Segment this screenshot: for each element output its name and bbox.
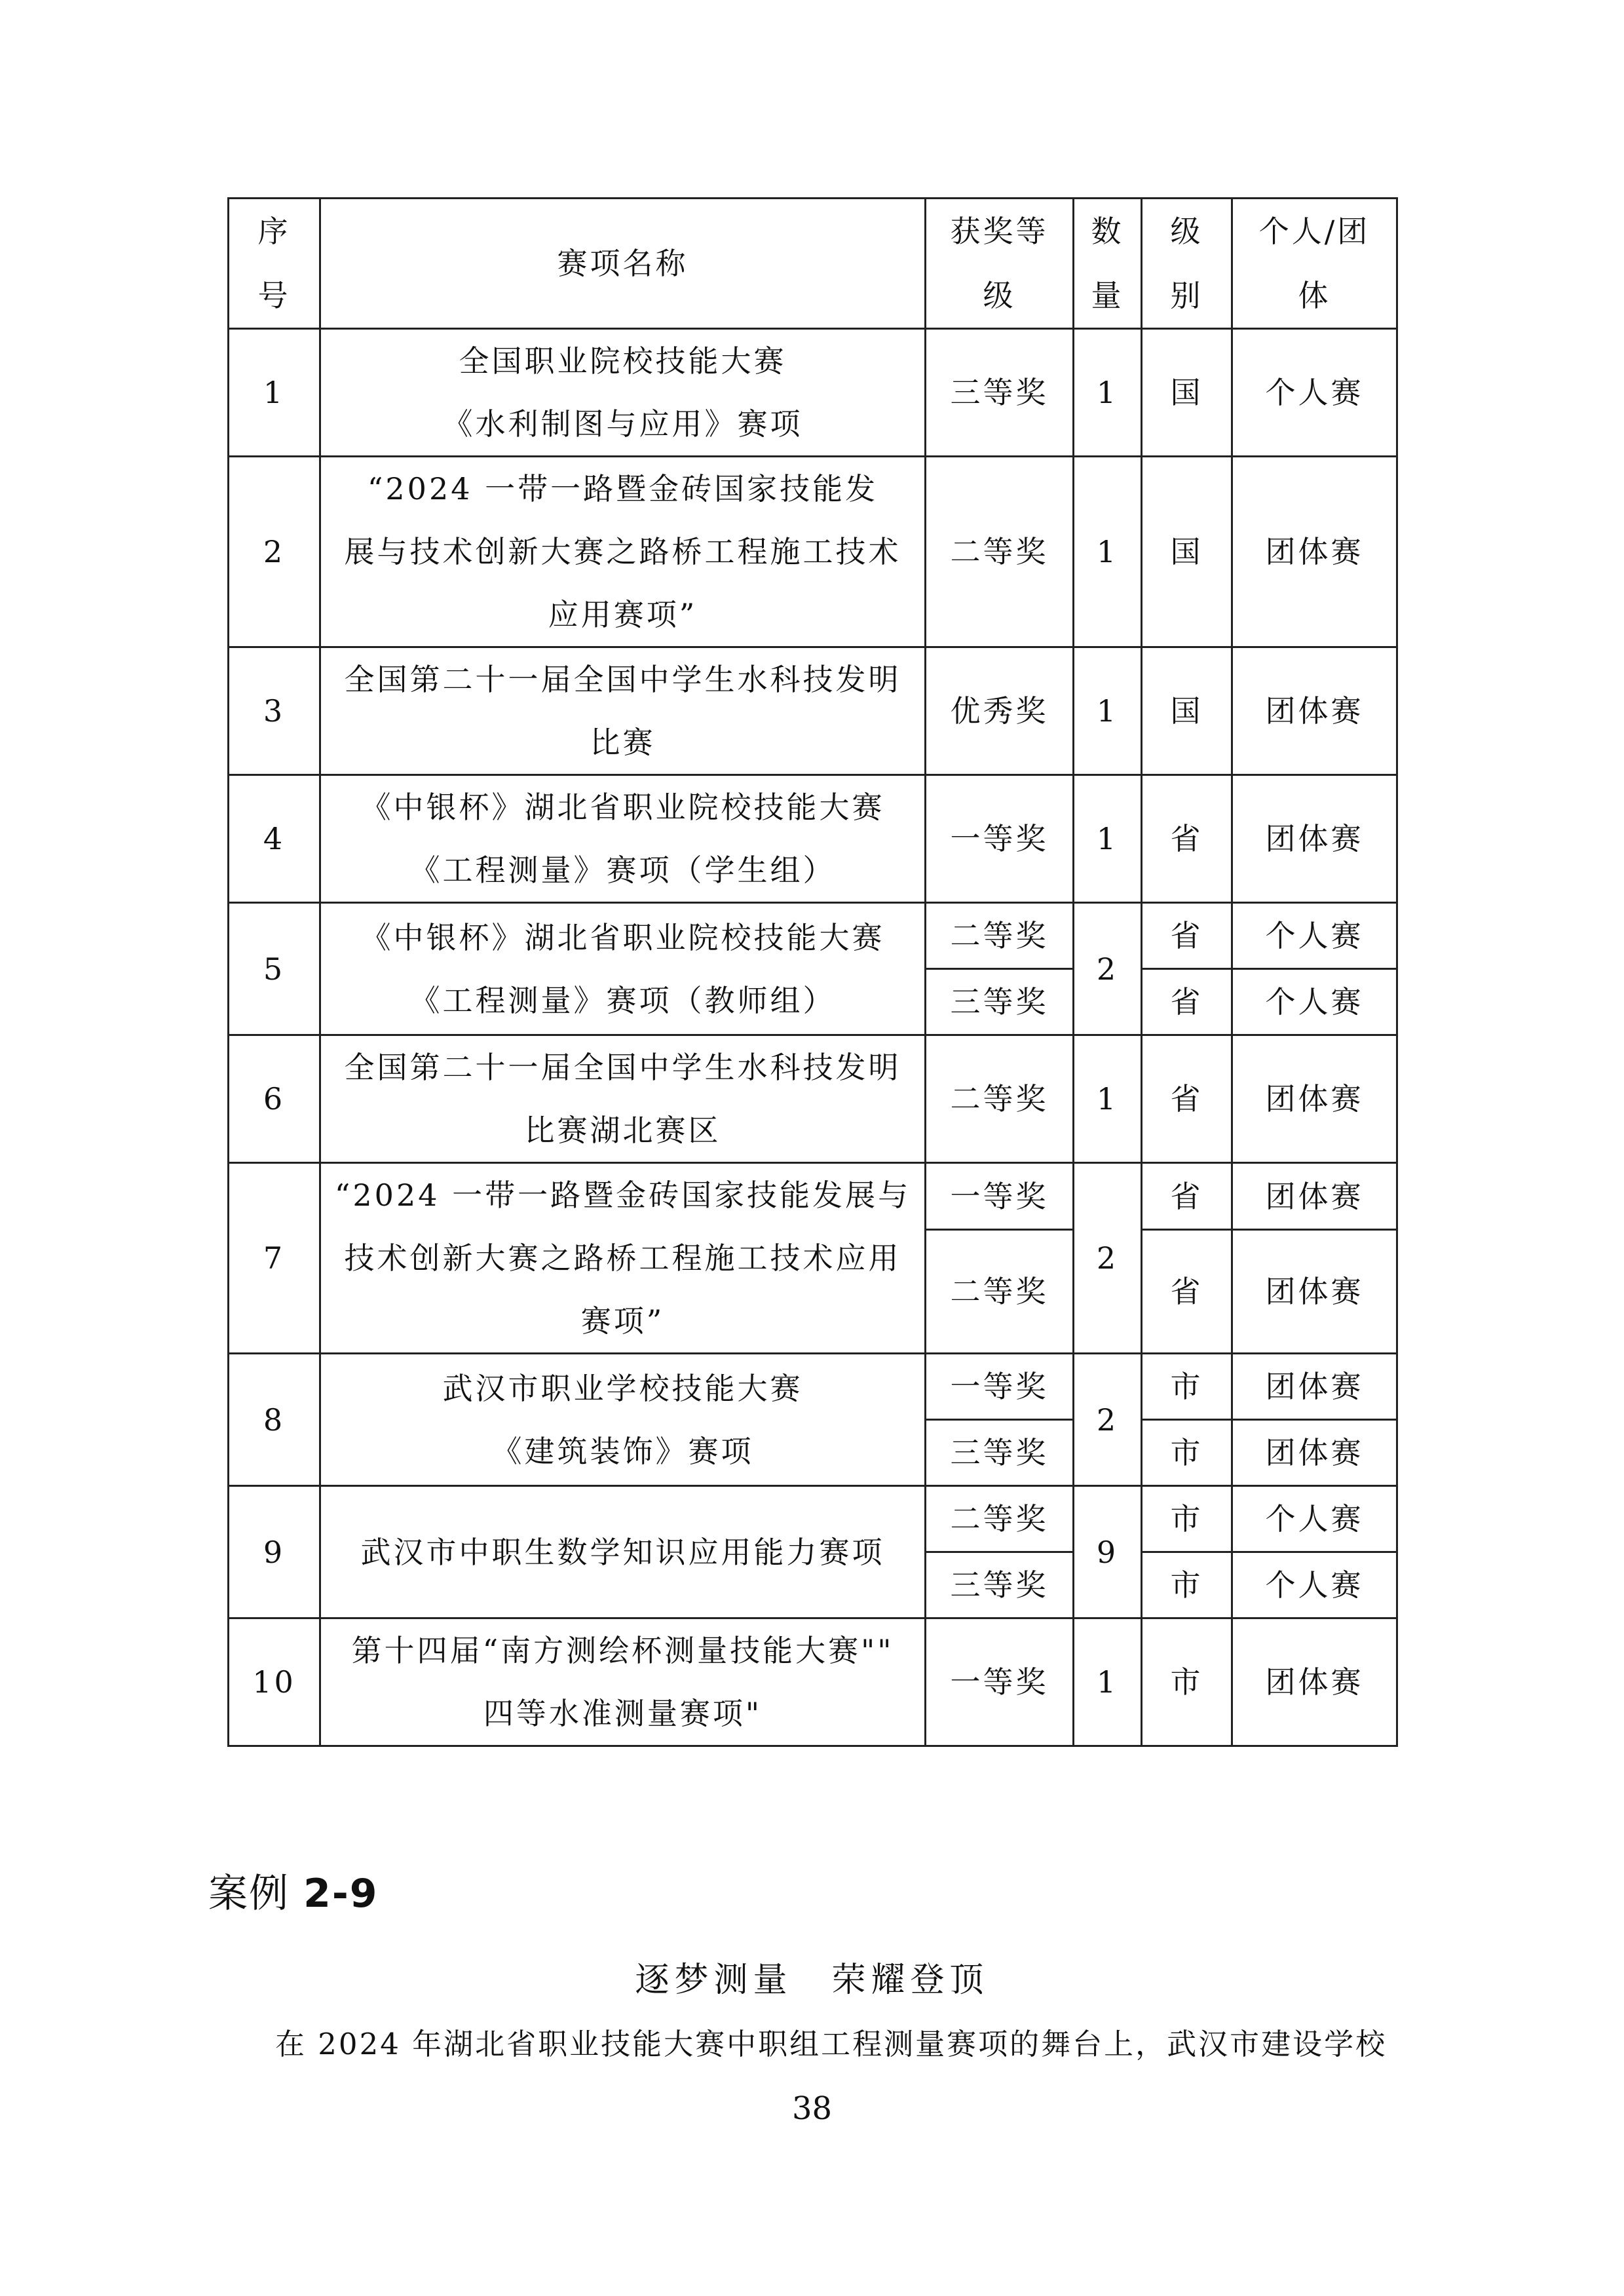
table-row — [229, 457, 1397, 647]
row-seq: 8 — [229, 1354, 320, 1486]
row-award: 二等奖 — [926, 1035, 1074, 1163]
event-name-line: 全国第二十一届全国中学生水科技发明 — [344, 662, 901, 697]
row-level: 省 — [1142, 775, 1232, 903]
awards-table — [227, 197, 1398, 1747]
row-type: 团体赛 — [1232, 647, 1397, 775]
header-seq — [229, 199, 320, 329]
case-heading — [208, 1862, 378, 1919]
event-name-line: 第十四届“南方测绘杯测量技能大赛"" — [351, 1633, 894, 1668]
row-count: 1 — [1074, 775, 1142, 903]
header-award-line: 级 — [983, 278, 1016, 313]
row-seq: 10 — [229, 1618, 320, 1746]
event-name-line: 《工程测量》赛项（教师组） — [409, 982, 836, 1018]
event-name-line: 比赛 — [590, 725, 656, 760]
row-type: 团体赛 — [1232, 1420, 1397, 1486]
row-event-name — [320, 329, 926, 457]
body-paragraph: 在 2024 年湖北省职业技能大赛中职组工程测量赛项的舞台上，武汉市建设学校 — [275, 2027, 1388, 2061]
header-type-line: 个人/团 — [1258, 214, 1370, 249]
row-award: 三等奖 — [926, 1420, 1074, 1486]
row-award: 一等奖 — [926, 775, 1074, 903]
page-number: 38 — [791, 2090, 833, 2127]
row-count: 9 — [1074, 1486, 1142, 1618]
header-level-line: 级 — [1170, 214, 1203, 249]
row-award: 二等奖 — [926, 1486, 1074, 1552]
row-level: 国 — [1142, 457, 1232, 647]
row-seq: 2 — [229, 457, 320, 647]
header-type-line: 体 — [1298, 278, 1331, 313]
header-seq-line: 号 — [257, 278, 291, 313]
event-name-line: “2024 一带一路暨金砖国家技能发 — [367, 471, 878, 507]
header-count — [1074, 199, 1142, 329]
row-level: 省 — [1142, 969, 1232, 1035]
row-event-name — [320, 1035, 926, 1163]
row-event-name — [320, 1163, 926, 1354]
row-event-name — [320, 903, 926, 1035]
table-row — [229, 775, 1397, 903]
row-seq: 6 — [229, 1035, 320, 1163]
row-award: 三等奖 — [926, 1552, 1074, 1618]
row-seq: 1 — [229, 329, 320, 457]
row-award: 一等奖 — [926, 1618, 1074, 1746]
event-name-line: 全国第二十一届全国中学生水科技发明 — [344, 1050, 901, 1085]
table-row — [229, 1354, 1397, 1420]
event-name-line: 武汉市中职生数学知识应用能力赛项 — [360, 1534, 885, 1570]
row-count: 1 — [1074, 647, 1142, 775]
table-row — [229, 1163, 1397, 1230]
row-type: 团体赛 — [1232, 1035, 1397, 1163]
row-award: 二等奖 — [926, 903, 1074, 969]
row-seq: 7 — [229, 1163, 320, 1354]
row-count: 1 — [1074, 329, 1142, 457]
header-count-line: 量 — [1091, 278, 1124, 313]
event-name-line: 武汉市职业学校技能大赛 — [442, 1370, 803, 1406]
event-name-line: 全国职业院校技能大赛 — [459, 343, 787, 379]
row-award: 一等奖 — [926, 1163, 1074, 1230]
row-award: 一等奖 — [926, 1354, 1074, 1420]
header-award — [926, 199, 1074, 329]
row-seq: 3 — [229, 647, 320, 775]
row-type: 个人赛 — [1232, 969, 1397, 1035]
table-row — [229, 647, 1397, 775]
row-type: 个人赛 — [1232, 1486, 1397, 1552]
row-award: 二等奖 — [926, 457, 1074, 647]
row-award: 三等奖 — [926, 329, 1074, 457]
header-name: 赛项名称 — [320, 199, 926, 329]
row-level: 省 — [1142, 903, 1232, 969]
row-level: 省 — [1142, 1035, 1232, 1163]
row-award: 三等奖 — [926, 969, 1074, 1035]
header-type — [1232, 199, 1397, 329]
row-event-name — [320, 775, 926, 903]
event-name-line: “2024 一带一路暨金砖国家技能发展与 — [334, 1177, 911, 1213]
table-row — [229, 329, 1397, 457]
row-event-name — [320, 647, 926, 775]
row-event-name — [320, 1354, 926, 1486]
row-type: 团体赛 — [1232, 1354, 1397, 1420]
event-name-line: 应用赛项” — [548, 597, 698, 632]
row-count: 2 — [1074, 1163, 1142, 1354]
table-row — [229, 903, 1397, 969]
row-award: 二等奖 — [926, 1230, 1074, 1354]
event-name-line: 赛项” — [580, 1303, 665, 1339]
event-name-line: 《中银杯》湖北省职业院校技能大赛 — [360, 919, 885, 955]
row-type: 团体赛 — [1232, 775, 1397, 903]
row-level: 市 — [1142, 1354, 1232, 1420]
row-level: 省 — [1142, 1230, 1232, 1354]
row-type: 个人赛 — [1232, 329, 1397, 457]
row-count: 1 — [1074, 457, 1142, 647]
header-award-line: 获奖等 — [950, 214, 1049, 249]
row-count: 2 — [1074, 1354, 1142, 1486]
row-level: 市 — [1142, 1486, 1232, 1552]
awards-table-body — [229, 199, 1397, 1746]
row-seq: 5 — [229, 903, 320, 1035]
row-seq: 4 — [229, 775, 320, 903]
row-type: 团体赛 — [1232, 457, 1397, 647]
row-event-name — [320, 1618, 926, 1746]
table-row — [229, 1035, 1397, 1163]
row-award: 优秀奖 — [926, 647, 1074, 775]
row-level: 市 — [1142, 1618, 1232, 1746]
row-count: 2 — [1074, 903, 1142, 1035]
header-level — [1142, 199, 1232, 329]
row-type: 团体赛 — [1232, 1163, 1397, 1230]
event-name-line: 《水利制图与应用》赛项 — [442, 406, 803, 442]
event-name-line: 比赛湖北赛区 — [524, 1113, 721, 1148]
row-type: 个人赛 — [1232, 1552, 1397, 1618]
row-type: 团体赛 — [1232, 1230, 1397, 1354]
event-name-line: 《工程测量》赛项（学生组） — [409, 852, 836, 888]
row-event-name — [320, 1486, 926, 1618]
header-seq-line: 序 — [257, 214, 291, 249]
row-level: 国 — [1142, 647, 1232, 775]
table-row — [229, 1486, 1397, 1552]
table-row — [229, 1618, 1397, 1746]
event-name-line: 四等水准测量赛项" — [483, 1696, 763, 1731]
row-seq: 9 — [229, 1486, 320, 1618]
row-level: 市 — [1142, 1420, 1232, 1486]
row-count: 1 — [1074, 1035, 1142, 1163]
event-name-line: 展与技术创新大赛之路桥工程施工技术 — [344, 534, 901, 569]
row-level: 国 — [1142, 329, 1232, 457]
row-level: 市 — [1142, 1552, 1232, 1618]
case-subtitle: 逐梦测量 荣耀登顶 — [635, 1961, 989, 2000]
event-name-line: 技术创新大赛之路桥工程施工技术应用 — [344, 1240, 901, 1276]
row-type: 个人赛 — [1232, 903, 1397, 969]
case-heading-number: 2-9 — [303, 1871, 379, 1917]
row-type: 团体赛 — [1232, 1618, 1397, 1746]
case-heading-prefix: 案例 — [208, 1871, 304, 1917]
header-level-line: 别 — [1170, 278, 1203, 313]
header-count-line: 数 — [1091, 214, 1124, 249]
row-level: 省 — [1142, 1163, 1232, 1230]
table-header-row — [229, 199, 1397, 329]
row-event-name — [320, 457, 926, 647]
row-count: 1 — [1074, 1618, 1142, 1746]
event-name-line: 《中银杯》湖北省职业院校技能大赛 — [360, 790, 885, 825]
event-name-line: 《建筑装饰》赛项 — [491, 1433, 754, 1469]
